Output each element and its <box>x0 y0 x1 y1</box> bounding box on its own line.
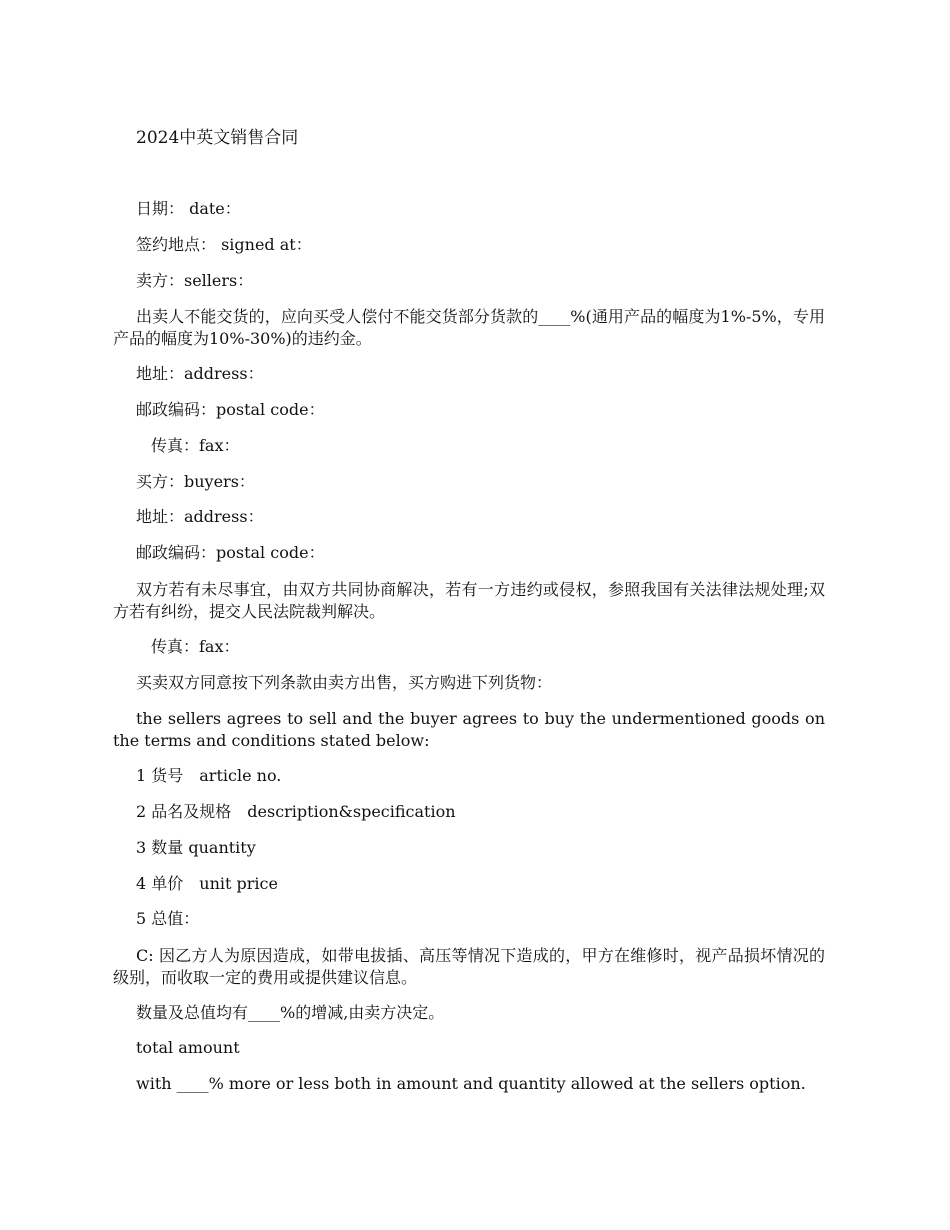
dispute-clause: 双方若有未尽事宜，由双方共同协商解决，若有一方违约或侵权，参照我国有关法律法规处理;双方若有纠纷，提交人民法院裁判解决。 <box>113 580 825 621</box>
penalty-clause: 出卖人不能交货的，应向买受人偿付不能交货部分货款的____%(通用产品的幅度为1%-5%，专用产品的幅度为10%-30%)的违约金。 <box>113 307 825 348</box>
agreement-en-paragraph: the sellers agrees to sell and the buyer agrees to buy the undermentioned goods on the terms and conditions stated below: <box>113 709 825 750</box>
signed-at-line: 签约地点： signed at： <box>136 235 312 254</box>
quantity-variance-en: with ____% more or less both in amount and quantity allowed at the sellers option. <box>136 1074 806 1093</box>
date-line: 日期： date： <box>136 199 241 218</box>
seller-line: 卖方：sellers： <box>136 271 254 290</box>
seller-address-line: 地址：address： <box>136 364 264 383</box>
item-total-value: 5 总值： <box>136 909 200 928</box>
buyer-address-line: 地址：address： <box>136 507 264 526</box>
total-amount-line: total amount <box>136 1038 240 1057</box>
item-unit-price: 4 单价 unit price <box>136 874 278 893</box>
item-description: 2 品名及规格 description&specification <box>136 802 456 821</box>
item-article-no: 1 货号 article no. <box>136 766 282 785</box>
document-title: 2024中英文销售合同 <box>136 128 299 148</box>
seller-fax-line: 传真：fax： <box>151 436 240 455</box>
item-quantity: 3 数量 quantity <box>136 838 256 857</box>
agreement-cn-line: 买卖双方同意按下列条款由卖方出售，买方购进下列货物： <box>136 673 553 692</box>
buyer-postal-code-line: 邮政编码：postal code： <box>136 543 325 562</box>
quantity-variance-cn: 数量及总值均有____%的增减,由卖方决定。 <box>136 1003 445 1022</box>
seller-postal-code-line: 邮政编码：postal code： <box>136 400 325 419</box>
buyer-fax-line: 传真：fax： <box>151 637 240 656</box>
buyer-line: 买方：buyers： <box>136 472 255 491</box>
repair-clause: C: 因乙方人为原因造成，如带电拔插、高压等情况下造成的，甲方在维修时，视产品损坏情况的级别，而收取一定的费用或提供建议信息。 <box>113 946 825 987</box>
